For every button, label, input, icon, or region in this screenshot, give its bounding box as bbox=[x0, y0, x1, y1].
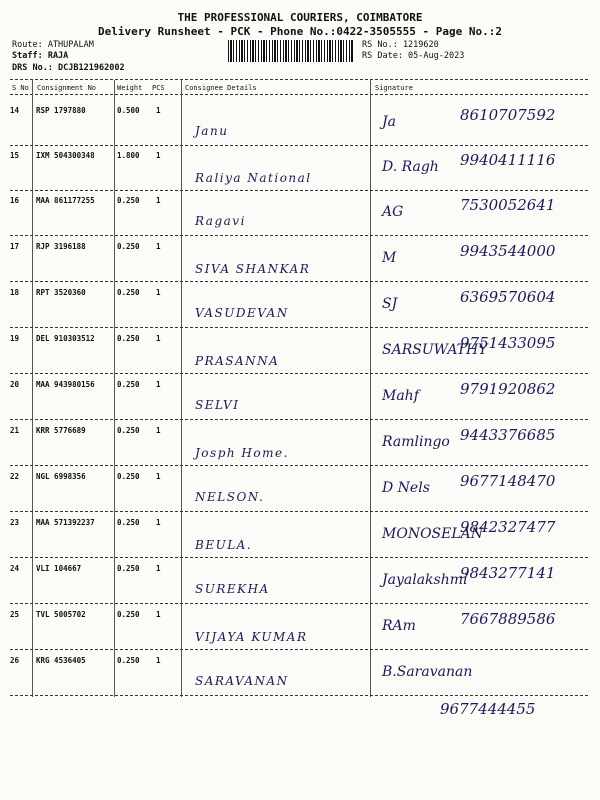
signature-scribble: Mahf bbox=[382, 388, 419, 404]
row-sno: 25 bbox=[10, 610, 20, 619]
row-sno: 24 bbox=[10, 564, 20, 573]
signature-phone: 9443376685 bbox=[460, 426, 556, 444]
row-sno: 20 bbox=[10, 380, 20, 389]
row-sno: 18 bbox=[10, 288, 20, 297]
row-consignment-no: KRG 4536405 bbox=[36, 656, 86, 665]
column-header-consignment: Consignment No bbox=[37, 84, 97, 92]
row-consignment-no: RPT 3520360 bbox=[36, 288, 86, 297]
column-header-signature: Signature bbox=[375, 84, 413, 92]
column-header-sno: S No bbox=[12, 84, 29, 92]
signature-scribble: B.Saravanan bbox=[382, 664, 473, 680]
table-row bbox=[0, 190, 600, 236]
consignee-name: SARAVANAN bbox=[195, 674, 289, 688]
table-row bbox=[0, 420, 600, 466]
row-weight: 1.800 bbox=[117, 151, 140, 160]
row-weight: 0.250 bbox=[117, 196, 140, 205]
consignee-name: NELSON. bbox=[195, 490, 265, 504]
consignee-name: Janu bbox=[195, 124, 229, 138]
table-top-divider bbox=[10, 79, 588, 80]
signature-scribble: SARSUWATHY bbox=[382, 342, 488, 358]
row-sno: 16 bbox=[10, 196, 20, 205]
extra-phone-number: 9677444455 bbox=[440, 700, 536, 718]
consignee-name: BEULA. bbox=[195, 538, 253, 552]
signature-phone: 7667889586 bbox=[460, 610, 556, 628]
row-consignment-no: NGL 6998356 bbox=[36, 472, 86, 481]
row-sno: 17 bbox=[10, 242, 20, 251]
row-weight: 0.250 bbox=[117, 380, 140, 389]
row-consignment-no: IXM 504300348 bbox=[36, 151, 95, 160]
drs-label: DRS No.: DCJB121962002 bbox=[12, 63, 125, 73]
row-pcs: 1 bbox=[156, 656, 161, 665]
barcode-icon bbox=[228, 40, 354, 62]
signature-phone: 9751433095 bbox=[460, 334, 556, 352]
route-label: Route: ATHUPALAM bbox=[12, 40, 94, 50]
column-header-weight: Weight bbox=[117, 84, 143, 92]
consignee-name: SUREKHA bbox=[195, 582, 270, 596]
consignee-name: SIVA SHANKAR bbox=[195, 262, 311, 276]
row-sno: 23 bbox=[10, 518, 20, 527]
consignee-name: Raliya National bbox=[195, 171, 312, 185]
row-consignment-no: DEL 910303512 bbox=[36, 334, 95, 343]
signature-phone: 9843277141 bbox=[460, 564, 556, 582]
runsheet-subtitle: Delivery Runsheet - PCK - Phone No.:0422-3505555 - Page No.:2 bbox=[98, 25, 502, 38]
table-row bbox=[0, 374, 600, 420]
signature-phone: 9791920862 bbox=[460, 380, 556, 398]
row-consignment-no: TVL 5005702 bbox=[36, 610, 86, 619]
row-pcs: 1 bbox=[156, 242, 161, 251]
consignee-name: SELVI bbox=[195, 398, 240, 412]
row-weight: 0.250 bbox=[117, 610, 140, 619]
row-pcs: 1 bbox=[156, 564, 161, 573]
row-pcs: 1 bbox=[156, 518, 161, 527]
row-pcs: 1 bbox=[156, 380, 161, 389]
table-row bbox=[0, 145, 600, 191]
table-row bbox=[0, 282, 600, 328]
consignee-name: VIJAYA KUMAR bbox=[195, 630, 308, 644]
row-consignment-no: RJP 3196188 bbox=[36, 242, 86, 251]
row-pcs: 1 bbox=[156, 472, 161, 481]
row-pcs: 1 bbox=[156, 610, 161, 619]
column-header-pcs: PCS bbox=[152, 84, 165, 92]
row-consignment-no: MAA 861177255 bbox=[36, 196, 95, 205]
row-weight: 0.250 bbox=[117, 564, 140, 573]
signature-scribble: M bbox=[382, 250, 397, 266]
row-weight: 0.250 bbox=[117, 472, 140, 481]
row-consignment-no: MAA 943980156 bbox=[36, 380, 95, 389]
consignee-name: Ragavi bbox=[195, 214, 246, 228]
company-title: THE PROFESSIONAL COURIERS, COIMBATORE bbox=[177, 11, 423, 24]
row-pcs: 1 bbox=[156, 334, 161, 343]
row-pcs: 1 bbox=[156, 288, 161, 297]
row-sno: 14 bbox=[10, 106, 20, 115]
row-weight: 0.500 bbox=[117, 106, 140, 115]
row-pcs: 1 bbox=[156, 426, 161, 435]
table-row bbox=[0, 512, 600, 558]
signature-phone: 7530052641 bbox=[460, 196, 556, 214]
rs-date: RS Date: 05-Aug-2023 bbox=[362, 51, 465, 61]
row-pcs: 1 bbox=[156, 196, 161, 205]
row-divider bbox=[10, 695, 588, 696]
signature-phone: 9940411116 bbox=[460, 151, 556, 169]
row-consignment-no: MAA 571392237 bbox=[36, 518, 95, 527]
signature-phone: 6369570604 bbox=[460, 288, 556, 306]
signature-scribble: SJ bbox=[382, 296, 398, 312]
signature-phone: 8610707592 bbox=[460, 106, 556, 124]
signature-scribble: Ramlingo bbox=[382, 434, 450, 450]
row-sno: 22 bbox=[10, 472, 20, 481]
column-header-consignee: Consignee Details bbox=[185, 84, 257, 92]
row-pcs: 1 bbox=[156, 151, 161, 160]
row-consignment-no: RSP 1797880 bbox=[36, 106, 86, 115]
signature-phone: 9943544000 bbox=[460, 242, 556, 260]
table-row bbox=[0, 100, 600, 146]
row-pcs: 1 bbox=[156, 106, 161, 115]
signature-scribble: RAm bbox=[382, 618, 416, 634]
row-sno: 21 bbox=[10, 426, 20, 435]
rs-number: RS No.: 1219620 bbox=[362, 40, 439, 50]
row-consignment-no: VLI 104667 bbox=[36, 564, 82, 573]
row-sno: 19 bbox=[10, 334, 20, 343]
row-weight: 0.250 bbox=[117, 518, 140, 527]
row-weight: 0.250 bbox=[117, 426, 140, 435]
signature-phone: 9677148470 bbox=[460, 472, 556, 490]
table-row bbox=[0, 466, 600, 512]
table-row bbox=[0, 236, 600, 282]
row-weight: 0.250 bbox=[117, 242, 140, 251]
signature-scribble: D Nels bbox=[382, 480, 430, 496]
table-row bbox=[0, 328, 600, 374]
consignee-name: PRASANNA bbox=[195, 354, 280, 368]
table-header-divider bbox=[10, 94, 588, 95]
row-weight: 0.250 bbox=[117, 288, 140, 297]
consignee-name: VASUDEVAN bbox=[195, 306, 289, 320]
row-sno: 26 bbox=[10, 656, 20, 665]
signature-scribble: Jayalakshmi bbox=[382, 572, 468, 588]
row-weight: 0.250 bbox=[117, 334, 140, 343]
table-row bbox=[0, 604, 600, 650]
row-sno: 15 bbox=[10, 151, 20, 160]
consignee-name: Josph Home. bbox=[195, 446, 289, 460]
signature-scribble: AG bbox=[382, 204, 404, 220]
signature-scribble: MONOSELAN bbox=[382, 526, 484, 542]
signature-scribble: D. Ragh bbox=[382, 159, 439, 175]
staff-label: Staff: RAJA bbox=[12, 51, 69, 61]
row-weight: 0.250 bbox=[117, 656, 140, 665]
row-consignment-no: KRR 5776689 bbox=[36, 426, 86, 435]
table-row bbox=[0, 650, 600, 696]
signature-scribble: Ja bbox=[382, 114, 396, 130]
signature-phone: 9842327477 bbox=[460, 518, 556, 536]
table-row bbox=[0, 558, 600, 604]
